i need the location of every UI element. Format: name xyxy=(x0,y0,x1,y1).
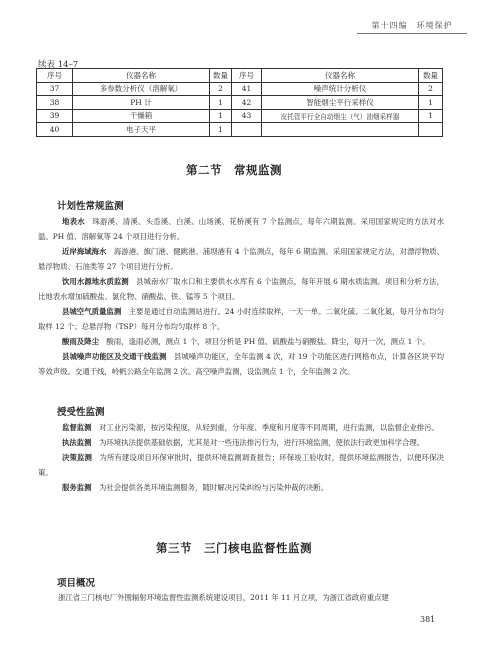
table-row xyxy=(37,109,443,123)
paragraph-keyword: 县城噪声功能区及交通干线监测 xyxy=(62,352,167,361)
paragraph xyxy=(38,480,444,495)
paragraph-keyword: 决策监测 xyxy=(62,453,92,462)
table-cell: 41 xyxy=(232,82,262,96)
paragraph-keyword: 地表水 xyxy=(62,217,85,226)
table-cell xyxy=(262,123,419,137)
table-cell: 皮托管平行全自动烟尘（气）油烟采样器 xyxy=(262,109,419,123)
table-cell: 1 xyxy=(210,96,232,110)
paragraph-text: 县城南水厂取水口和主要供水水库有 6 个监测点，每年开展 6 期水质监测。项目和分析方法，比地表水增加硫酸盐、氯化物、硝酸盐、铁、锰等 5 个项目。 xyxy=(38,277,444,301)
subsection-title: 授受性监测 xyxy=(57,407,105,418)
paragraph: 浙江省三门核电厂外围辐射环境监督性监测系统建设项目，2011 年 11 月立项，为浙江省政府重点建 xyxy=(58,593,389,602)
table-cell: 1 xyxy=(210,123,232,137)
table-row xyxy=(37,82,443,96)
page-number: 381 xyxy=(420,615,436,624)
paragraph xyxy=(38,304,444,334)
paragraph xyxy=(38,349,444,379)
subsection-title: 计划性常规监测 xyxy=(57,201,124,212)
subsection-title: 项目概况 xyxy=(57,578,96,589)
paragraph-text: 县城噪声功能区，全年监测 4 次，对 19 个功能区进行网格布点，计算各区块平均等效声级。交通干线，岭帆公路全年监测 2 次。高空噪声监测，设监测点 1 个，全年监测 2 次。 xyxy=(38,352,444,376)
table-header-row xyxy=(37,69,443,83)
table-cell: 2 xyxy=(419,82,443,96)
paragraph-keyword: 服务监测 xyxy=(62,483,92,492)
paragraph xyxy=(38,435,444,450)
paragraph-text: 为社会提供各类环境监测服务，随时解决污染纠纷与污染仲裁的决断。 xyxy=(91,483,329,492)
paragraph xyxy=(38,274,444,304)
table-cell xyxy=(232,123,262,137)
table-row xyxy=(37,96,443,110)
paragraph-text: 海游港、旗门港、健跳港、浦坝港有 4 个监测点，每年 6 期监测。采用国家规定方法，对漂浮物质、悬浮物质、石油类等 27 个项目进行分析。 xyxy=(38,247,444,271)
paragraph xyxy=(38,244,444,274)
table-cell: 2 xyxy=(210,82,232,96)
table-cell: PH 计 xyxy=(73,96,210,110)
table-cell: 37 xyxy=(37,82,73,96)
instrument-table xyxy=(36,68,443,137)
paragraph-keyword: 饮用水源地水质监测 xyxy=(62,277,129,286)
table-cell: 39 xyxy=(37,109,73,123)
subsection-body xyxy=(38,420,444,495)
paragraph-text: 为所有建设项目环保审批时，提供环境监测调查报告；环保竣工验收时，提供环境监测报告，以便环保决策。 xyxy=(38,453,444,477)
table-cell: 1 xyxy=(419,109,443,123)
header-cell: 序号 xyxy=(37,69,73,83)
table-cell: 40 xyxy=(37,123,73,137)
paragraph-keyword: 监督监测 xyxy=(62,423,92,432)
table-cell: 电子天平 xyxy=(73,123,210,137)
header-cell: 仪器名称 xyxy=(73,69,210,83)
table-cell: 38 xyxy=(37,96,73,110)
paragraph-text: 珠游溪、清溪、头岙溪、白溪、山场溪、花桥溪有 7 个监测点，每年六期监测。采用国家规定的方法对水温、PH 值、溶解氧等 24 个项目进行分析。 xyxy=(38,217,444,241)
section-title: 第三节 三门核电监督性监测 xyxy=(156,541,312,555)
table-cell: 干燥箱 xyxy=(73,109,210,123)
table-cell: 噪声统计分析仪 xyxy=(262,82,419,96)
paragraph xyxy=(38,420,444,435)
paragraph-text: 为环境执法提供基础依据，尤其是对一些违法排污行为，进行环境监测，使依法行政更加科学合理。 xyxy=(91,438,425,447)
table-cell: 43 xyxy=(232,109,262,123)
header-cell: 序号 xyxy=(232,69,262,83)
table-row xyxy=(37,123,443,137)
paragraph xyxy=(38,334,444,349)
section-title: 第二节 常规监测 xyxy=(186,163,282,177)
paragraph-keyword: 县城空气质量监测 xyxy=(62,307,122,316)
paragraph-keyword: 执法监测 xyxy=(62,438,92,447)
table-cell: 1 xyxy=(419,96,443,110)
paragraph-text: 对工业污染源，按污染程度，从轻到重，分年度、季度和月度等不同周期，进行监测，以监督企业排污。 xyxy=(91,423,439,432)
paragraph xyxy=(38,450,444,480)
subsection-body xyxy=(38,214,444,379)
table-cell: 1 xyxy=(210,109,232,123)
paragraph-keyword: 酸雨及降尘 xyxy=(62,337,99,346)
table-cell: 多参数分析仪（溶解氧） xyxy=(73,82,210,96)
paragraph-text: 主要是通过自动监测站进行。24 小时连续取样，一天一单。二氧化硫、二氧化氮，每月分布均匀取样 12 个；总悬浮物（TSP）每月分布均匀取样 8 个。 xyxy=(38,307,444,331)
table-caption: 续表 14–7 xyxy=(38,60,79,70)
paragraph-keyword: 近岸海域海水 xyxy=(62,247,107,256)
table-cell: 智能烟尘平行采样仪 xyxy=(262,96,419,110)
paragraph xyxy=(38,214,444,244)
header-cell: 数量 xyxy=(419,69,443,83)
running-header: 第十四编 环境保护 xyxy=(357,20,467,34)
paragraph-text: 酸雨，逢雨必测，测点 1 个，项目分析是 PH 值、硫酸盐与硝酸盐。降尘，每月一次，测点 1 个。 xyxy=(98,337,430,346)
table-cell xyxy=(419,123,443,137)
header-cell: 仪器名称 xyxy=(262,69,419,83)
table-cell: 42 xyxy=(232,96,262,110)
header-cell: 数量 xyxy=(210,69,232,83)
